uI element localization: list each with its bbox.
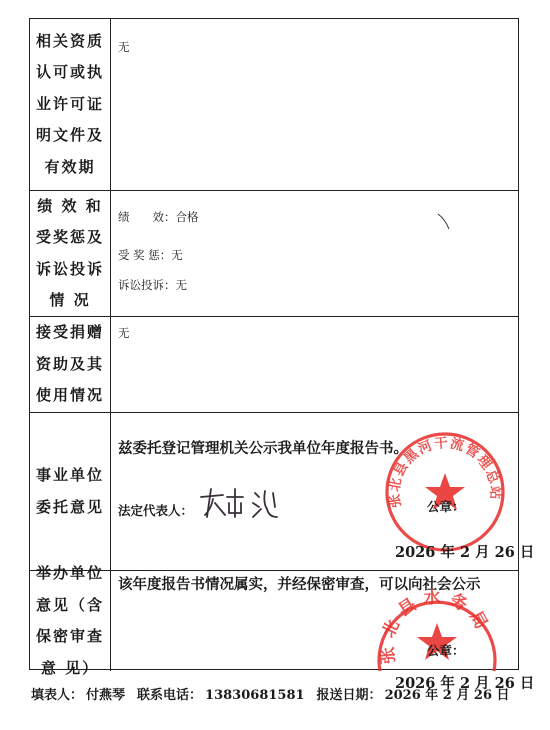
svg-text:张北县黑河干流管理总站: 张北县黑河干流管理总站	[386, 435, 504, 509]
report-date: 2026 年 2 月 26 日	[384, 688, 510, 703]
performance-item: 绩 效：合格	[118, 210, 199, 224]
report-date-label: 报送日期：	[316, 688, 382, 703]
legal-rep-signature	[197, 483, 287, 523]
label-line: 保密审查	[35, 627, 104, 645]
unit-seal-label: 公章：	[427, 499, 465, 514]
label-line: 意见（含	[35, 595, 104, 614]
label-line: 委托意见	[35, 497, 104, 516]
qualifications-value: 无	[118, 40, 130, 54]
label-line: 诉讼投诉	[35, 259, 104, 278]
annual-report-form-table	[29, 18, 535, 692]
label-line: 事业单位	[35, 466, 104, 484]
row-value-qualifications	[112, 19, 518, 190]
row-value-unit-entrustment	[112, 413, 535, 570]
row-label-donations	[30, 317, 111, 412]
label-line: 使用情况	[35, 386, 104, 405]
row-label-qualifications	[30, 19, 111, 190]
sponsor-statement: 该年度报告书情况属实，并经保密审查，可以向社会公示	[118, 576, 481, 593]
form-footer	[31, 684, 513, 703]
row-label-unit-entrustment	[30, 413, 111, 570]
litigation-item: 诉讼投诉：无	[118, 278, 187, 292]
label-line: 绩 效 和	[37, 196, 103, 215]
unit-official-seal	[382, 429, 508, 559]
label-line: 资助及其	[35, 354, 104, 373]
label-line: 认可或执	[35, 63, 104, 82]
phone-number: 13830681581	[205, 688, 305, 703]
row-sponsor-opinion	[30, 564, 535, 692]
label-line: 有效期	[44, 157, 96, 176]
row-label-performance	[30, 191, 111, 316]
seal-circle-icon	[382, 429, 508, 555]
label-line: 举办单位	[35, 564, 104, 582]
row-qualifications	[30, 19, 518, 191]
row-value-performance	[112, 191, 518, 316]
legal-rep-label: 法定代表人：	[118, 503, 194, 518]
label-line: 相关资质	[35, 31, 104, 50]
entrustment-statement: 兹委托登记管理机关公示我单位年度报告书。	[118, 440, 408, 457]
row-value-donations	[112, 317, 518, 412]
donations-value: 无	[118, 326, 130, 340]
row-unit-entrustment	[30, 413, 535, 571]
label-line: 意 见）	[40, 658, 100, 677]
label-line: 情 况	[49, 291, 91, 309]
row-performance	[30, 191, 518, 317]
sponsor-opinion-date: 2026 年 2 月 26 日	[395, 675, 535, 692]
label-line: 受奖惩及	[35, 228, 104, 246]
label-line: 明文件及	[35, 126, 104, 145]
label-line: 接受捐赠	[35, 323, 104, 342]
row-label-sponsor-opinion	[30, 564, 111, 677]
unit-opinion-date: 2026 年 2 月 26 日	[395, 544, 535, 561]
phone-label: 联系电话：	[137, 688, 203, 703]
filler-name: 付燕琴	[86, 688, 126, 703]
svg-text:张北县水务局: 张北县水务局	[377, 587, 495, 665]
awards-item: 受 奖 惩：无	[118, 248, 183, 262]
row-donations	[30, 317, 518, 413]
pen-mark-decoration	[437, 213, 451, 231]
filler-label: 填表人：	[31, 688, 84, 703]
label-line: 业许可证	[35, 94, 104, 113]
sponsor-seal-label: 公章：	[427, 643, 465, 658]
row-value-sponsor-opinion	[112, 571, 535, 692]
